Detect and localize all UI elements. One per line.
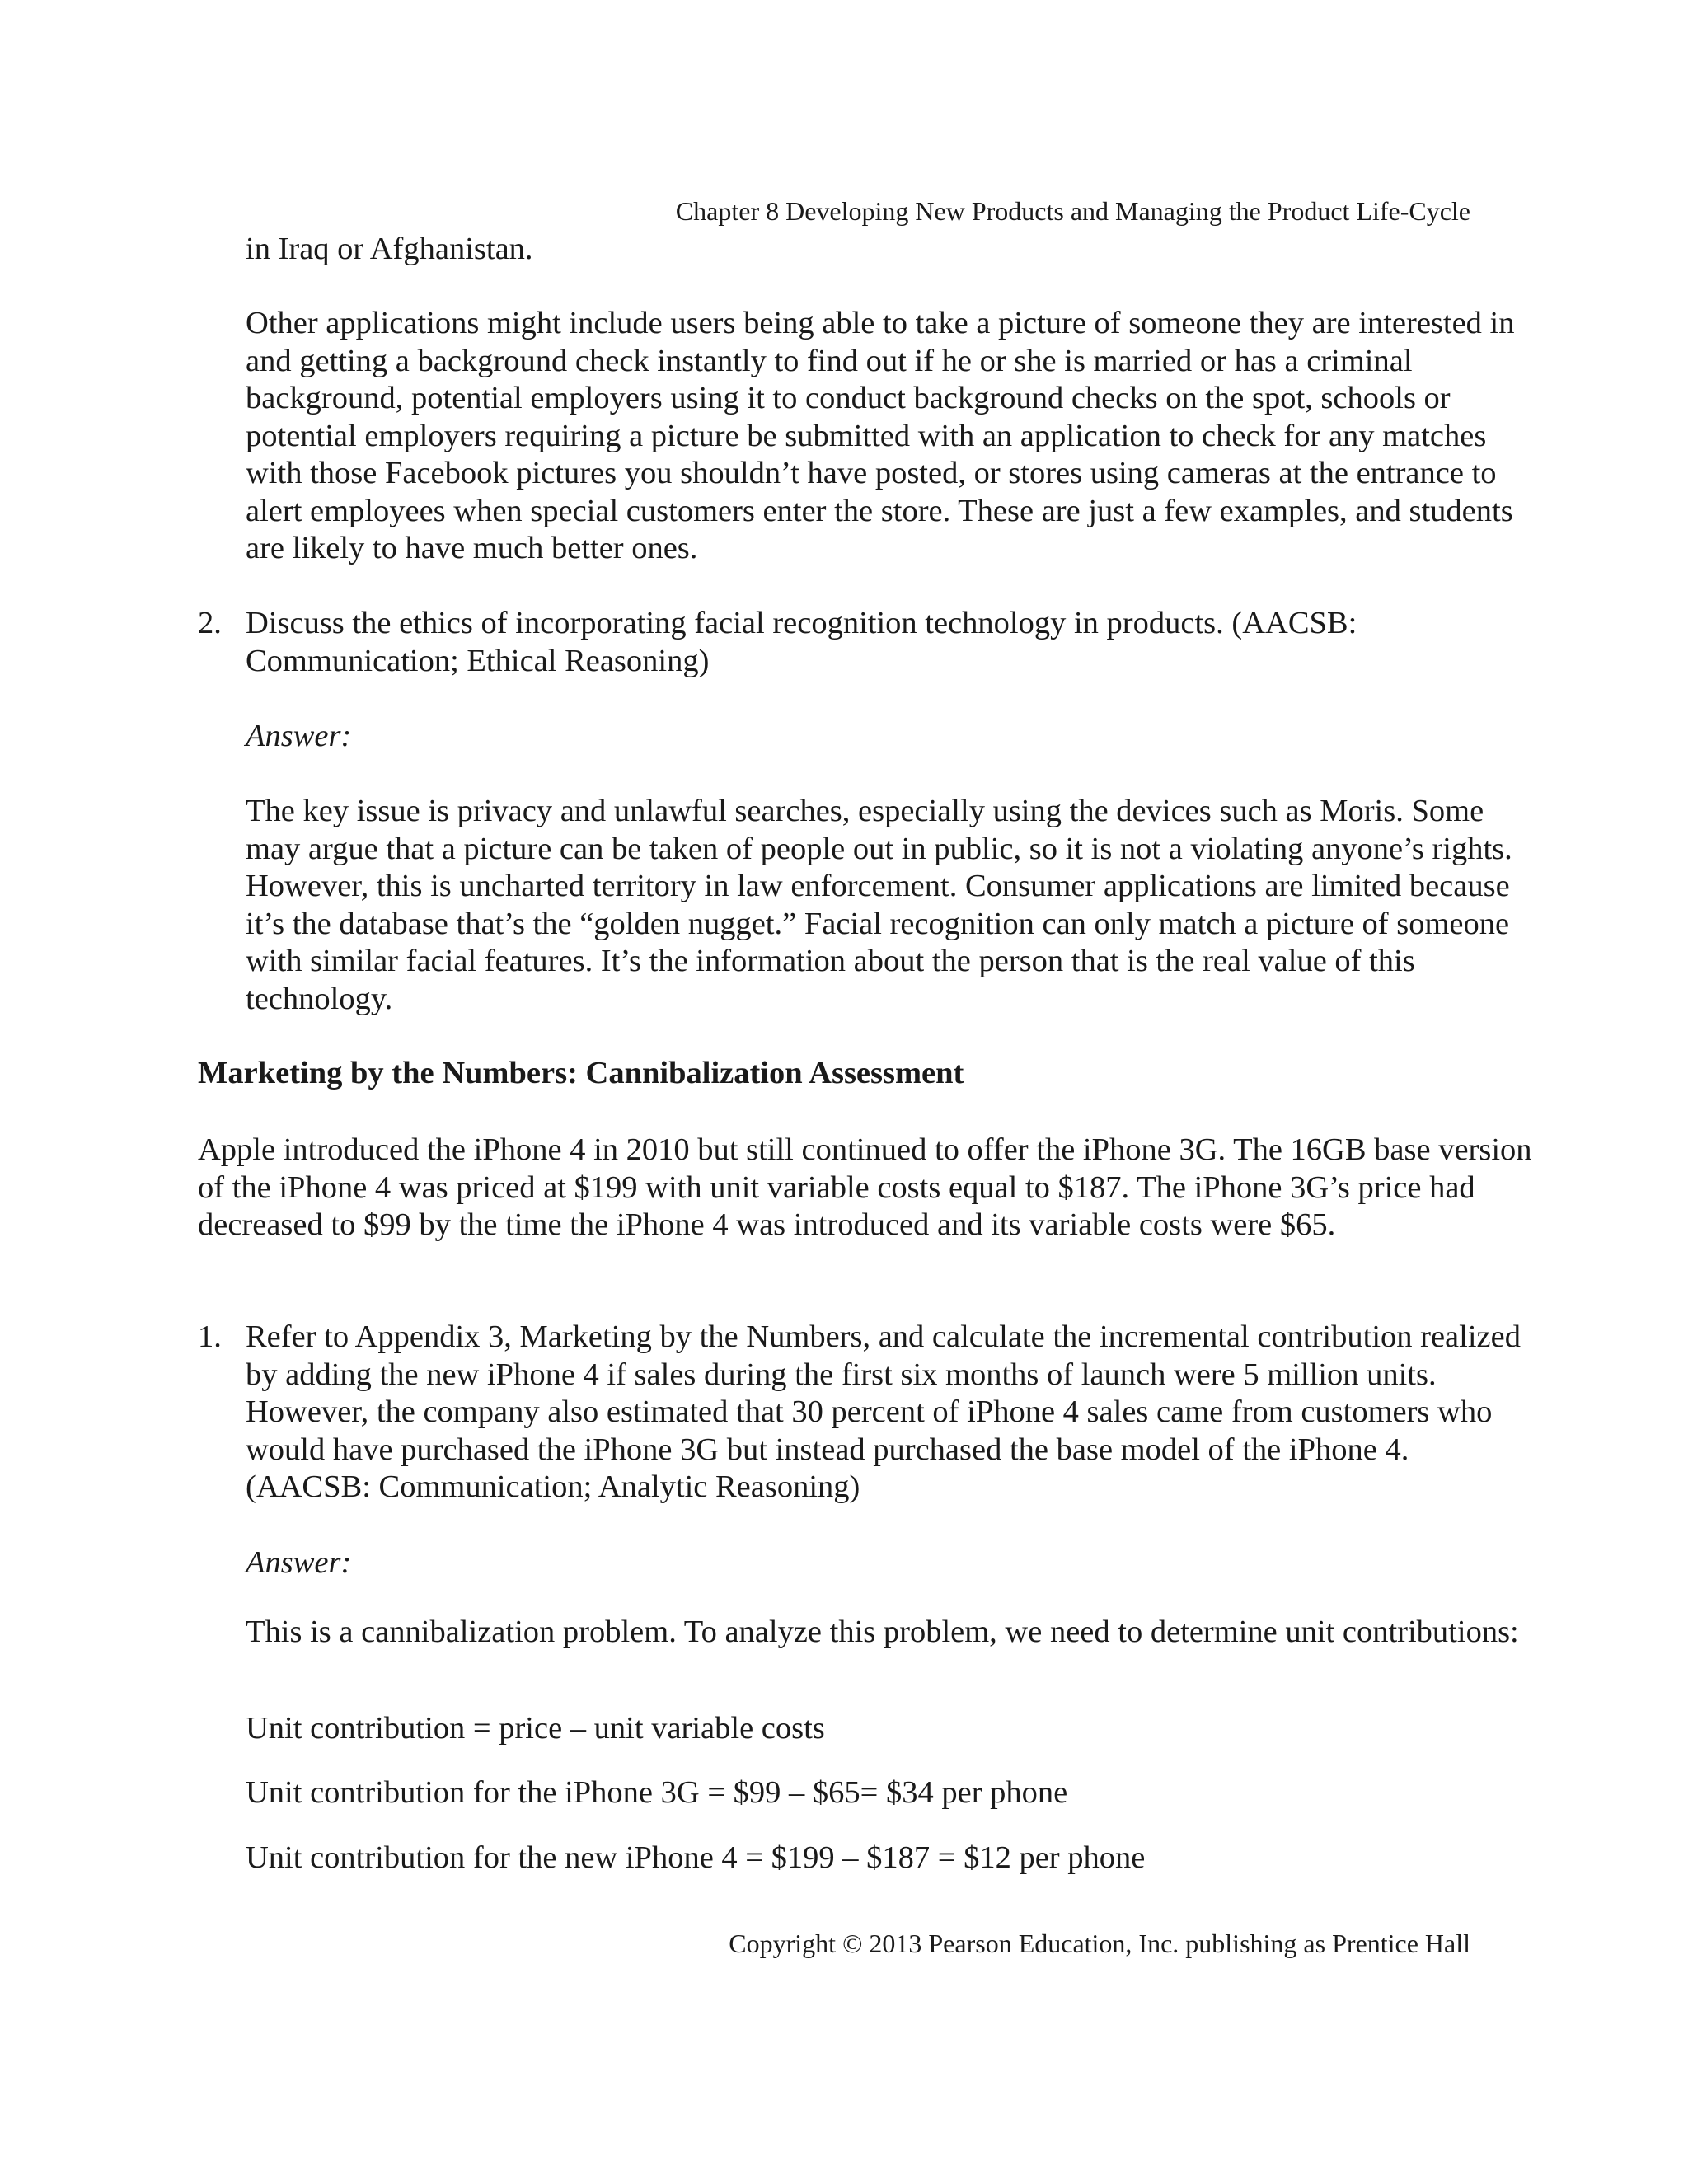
copyright-footer: Copyright © 2013 Pearson Education, Inc. publishing as Prentice Hall	[729, 1929, 1470, 1958]
section-heading: Marketing by the Numbers: Cannibalization Assessment	[198, 1056, 964, 1090]
answer-label: Answer:	[246, 1545, 352, 1580]
answer-label: Answer:	[246, 719, 352, 753]
question-2	[198, 605, 1533, 680]
continuation-line: in Iraq or Afghanistan.	[246, 232, 533, 266]
question-2-number: 2.	[198, 606, 222, 640]
other-applications-paragraph: Other applications might include users being able to take a picture of someone they are interested in and getting a background check instantly to find out if he or she is married or has a criminal background, potential employers using it to conduct background checks on the spot, schools or potential employers requiring a picture be submitted with an application to check for any matches with those Facebook pictures you shouldn’t have posted, or stores using cameras at the entrance to alert employees when special customers enter the store. These are just a few examples, and students are likely to have much better ones.	[246, 306, 1515, 565]
answer-2-paragraph: The key issue is privacy and unlawful searches, especially using the devices such as Moris. Some may argue that a picture can be taken of people out in public, so it is not a violating anyone’s rights. However, this is uncharted territory in law enforcement. Consumer applications are limited because it’s the database that’s the “golden nugget.” Facial recognition can only match a picture of someone with similar facial features. It’s the information about the person that is the real value of this technology.	[246, 794, 1512, 1016]
answer-1-intro: This is a cannibalization problem. To analyze this problem, we need to determine unit contributions:	[246, 1615, 1519, 1649]
formula-iphone-3g: Unit contribution for the iPhone 3G = $99 – $65= $34 per phone	[246, 1775, 1068, 1810]
question-1-text: Refer to Appendix 3, Marketing by the Numbers, and calculate the incremental contribution realized by adding the new iPhone 4 if sales during the first six months of launch were 5 million units. However, the company also estimated that 30 percent of iPhone 4 sales came from customers who would have purchased the iPhone 3G but instead purchased the base model of the iPhone 4. (AACSB: Communication; Analytic Reasoning)	[246, 1319, 1521, 1504]
question-1-number: 1.	[198, 1319, 222, 1354]
section-intro-paragraph: Apple introduced the iPhone 4 in 2010 but still continued to offer the iPhone 3G. The 16GB base version of the iPhone 4 was priced at $199 with unit variable costs equal to $187. The iPhone 3G’s price had decreased to $99 by the time the iPhone 4 was introduced and its variable costs were $65.	[198, 1132, 1532, 1242]
running-header: Chapter 8 Developing New Products and Managing the Product Life-Cycle	[675, 196, 1470, 226]
question-1	[198, 1319, 1533, 1507]
question-2-text: Discuss the ethics of incorporating facial recognition technology in products. (AACSB: Communication; Ethical Reasoning)	[246, 606, 1357, 678]
formula-general: Unit contribution = price – unit variable costs	[246, 1711, 825, 1746]
formula-iphone-4: Unit contribution for the new iPhone 4 = $199 – $187 = $12 per phone	[246, 1840, 1146, 1875]
